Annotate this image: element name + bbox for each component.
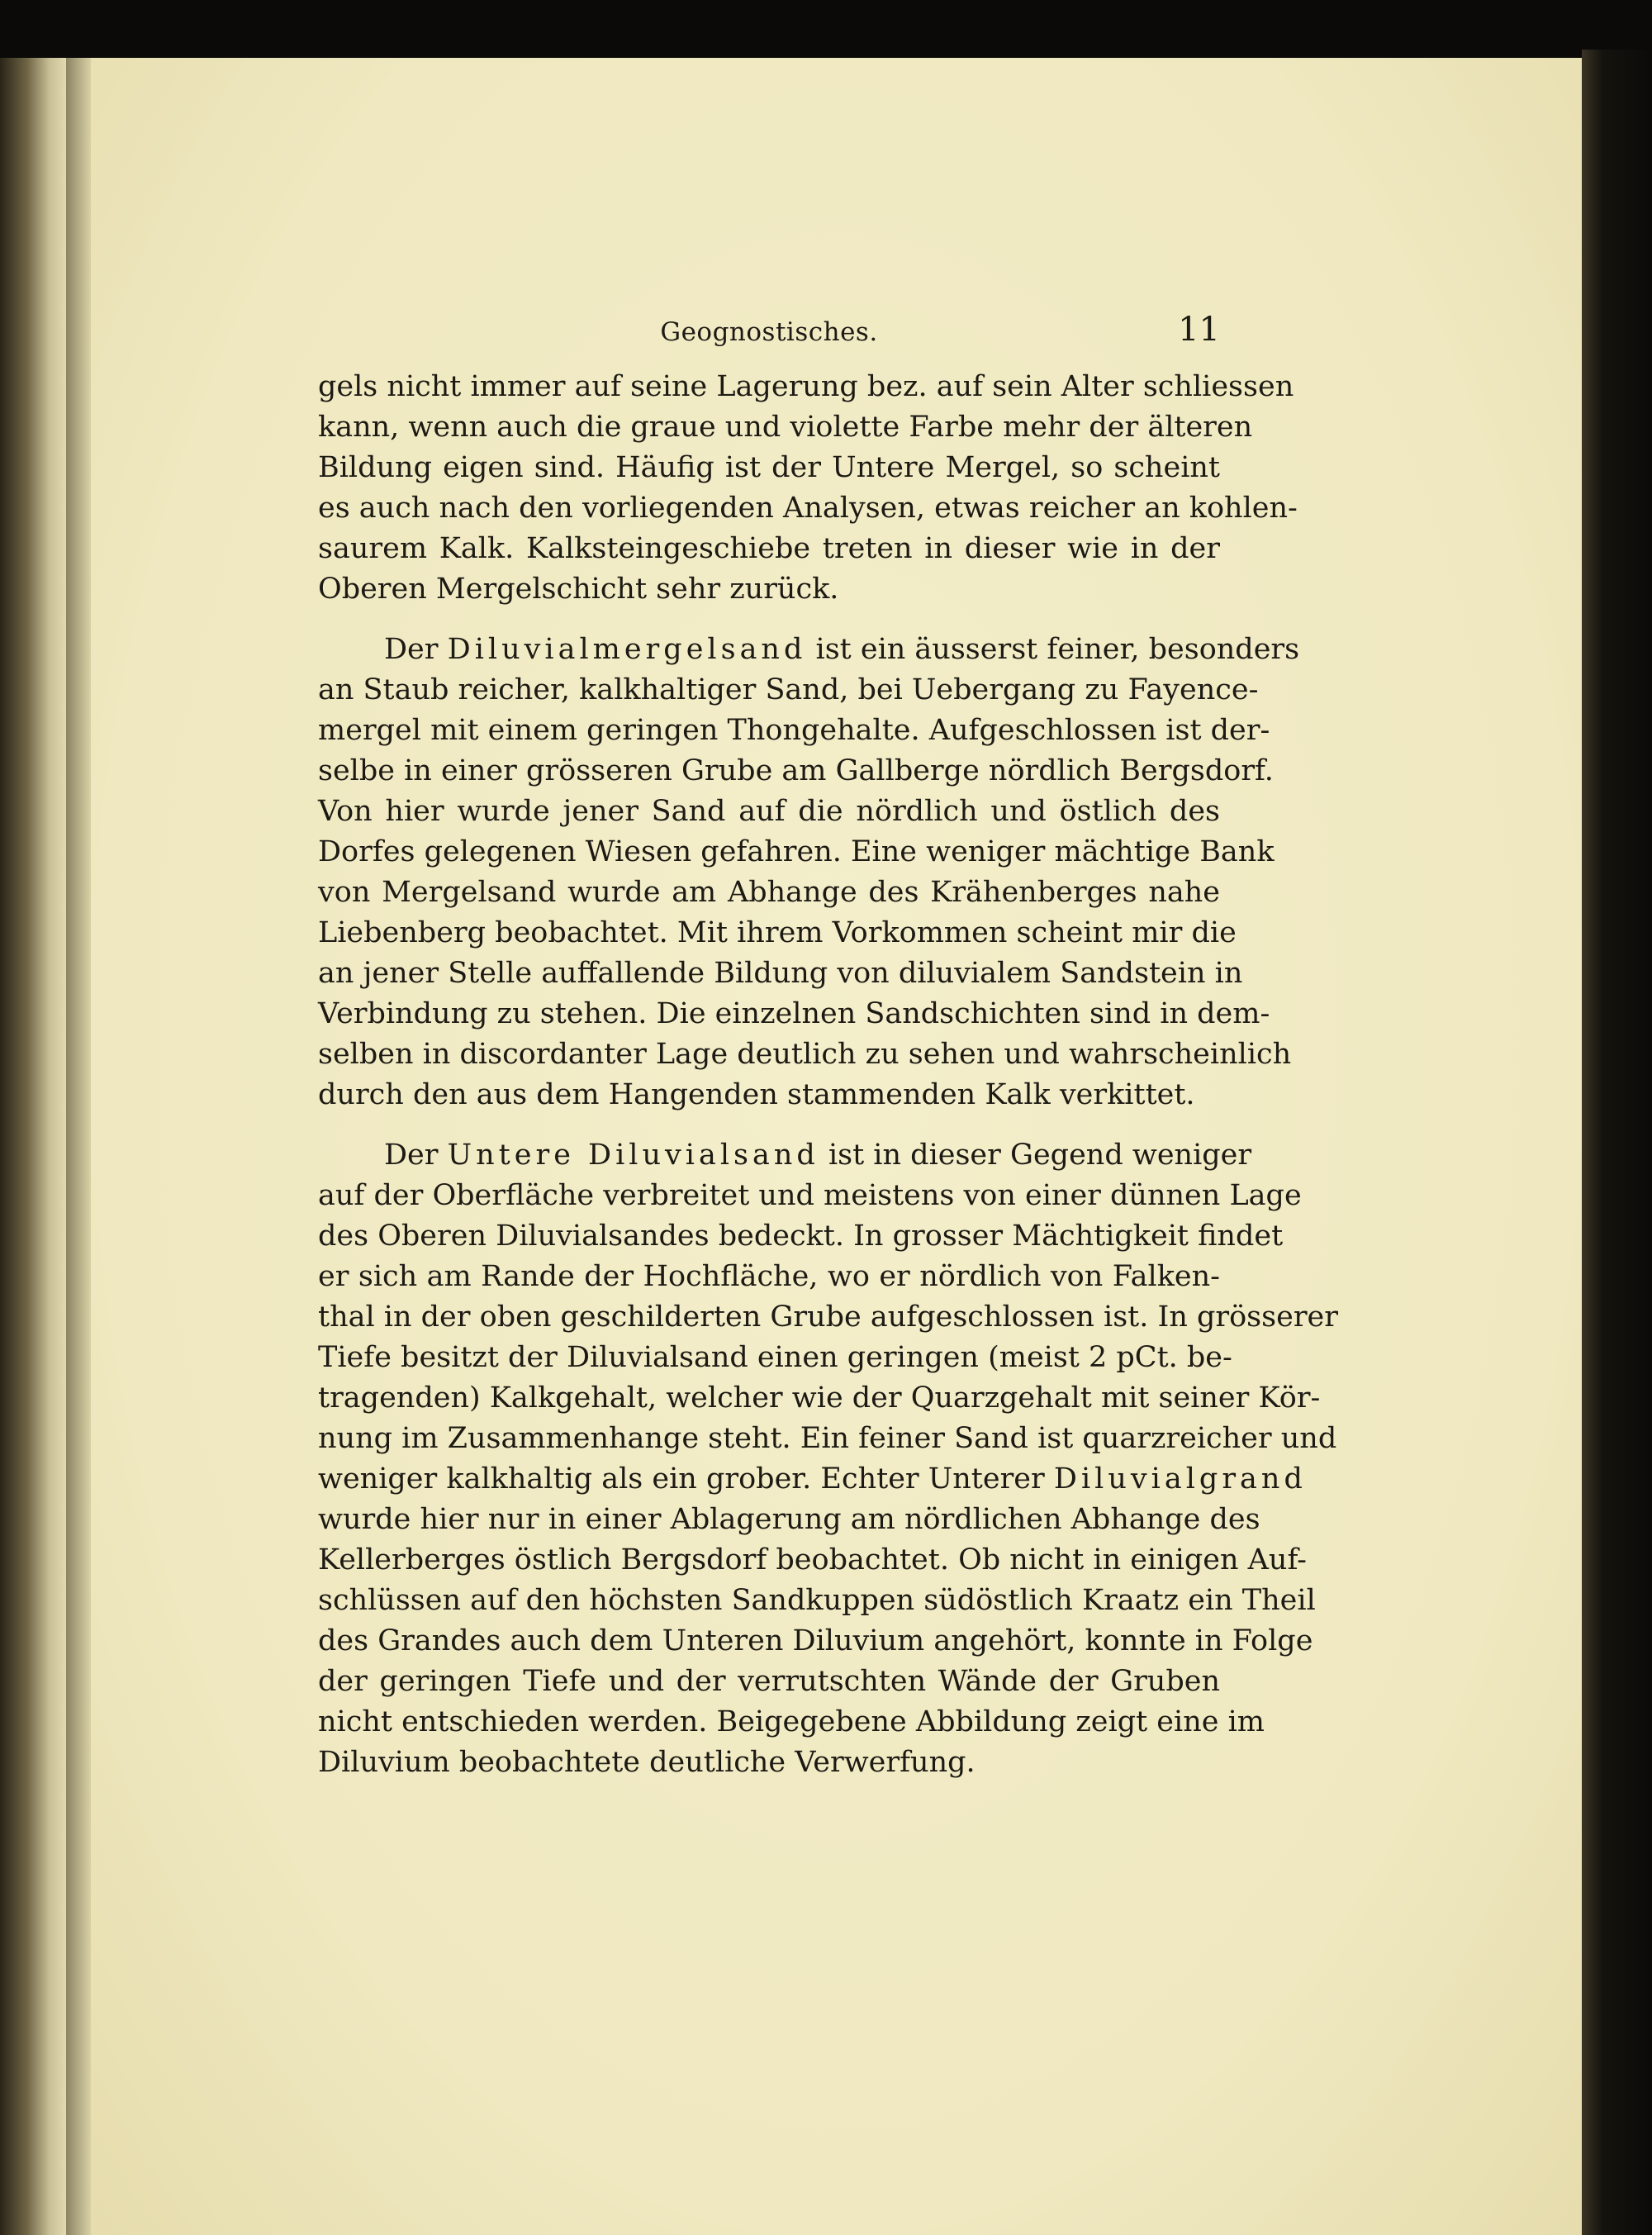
text-line: thal in der oben geschilderten Grube aufgeschlossen ist. In grösserer	[318, 1301, 1338, 1334]
running-title: Geognostisches.	[660, 317, 878, 347]
text-line: Liebenberg beobachtet. Mit ihrem Vorkommen scheint mir die	[318, 916, 1237, 949]
text-line: Von hier wurde jener Sand auf die nördlich und östlich des	[318, 795, 1220, 828]
text-line: Kellerberges östlich Bergsdorf beobachtet. Ob nicht in einigen Auf-	[318, 1543, 1308, 1576]
text-fragment: ist in dieser Gegend weniger	[819, 1139, 1252, 1172]
text-line	[318, 1135, 1252, 1176]
text-line: selbe in einer grösseren Grube am Gallberge nördlich Bergsdorf.	[318, 754, 1274, 787]
text-line: saurem Kalk. Kalksteingeschiebe treten in dieser wie in der	[318, 532, 1220, 565]
text-line: nicht entschieden werden. Beigegebene Abbildung zeigt eine im	[318, 1705, 1265, 1738]
text-line: schlüssen auf den höchsten Sandkuppen südöstlich Kraatz ein Theil	[318, 1584, 1316, 1617]
text-line: von Mergelsand wurde am Abhange des Krähenberges nahe	[318, 876, 1220, 909]
text-line: nung im Zusammenhange steht. Ein feiner Sand ist quarzreicher und	[318, 1422, 1337, 1455]
text-fragment: Der	[384, 633, 448, 666]
text-line: mergel mit einem geringen Thongehalte. Aufgeschlossen ist der-	[318, 714, 1270, 747]
text-line: Bildung eigen sind. Häufig ist der Untere Mergel, so scheint	[318, 451, 1220, 484]
text-fragment: ist ein äusserst feiner, besonders	[806, 633, 1300, 666]
text-line: des Grandes auch dem Unteren Diluvium angehört, konnte in Folge	[318, 1624, 1313, 1657]
text-line: kann, wenn auch die graue und violette Farbe mehr der älteren	[318, 411, 1253, 444]
paragraph-2	[318, 630, 1300, 1115]
text-line: Verbindung zu stehen. Die einzelnen Sandschichten sind in dem-	[318, 997, 1270, 1030]
text-line: Dorfes gelegenen Wiesen gefahren. Eine weniger mächtige Bank	[318, 835, 1275, 868]
text-line: Tiefe besitzt der Diluvialsand einen geringen (meist 2 pCt. be-	[318, 1341, 1232, 1374]
spaced-term: Diluvialgrand	[1053, 1462, 1307, 1496]
text-line: des Oberen Diluvialsandes bedeckt. In grosser Mächtigkeit findet	[318, 1220, 1284, 1253]
text-fragment: Der	[384, 1139, 448, 1172]
text-line: der geringen Tiefe und der verrutschten Wände der Gruben	[318, 1665, 1220, 1698]
text-block	[318, 311, 1338, 1783]
spaced-term: Diluvialmergelsand	[447, 633, 807, 666]
page-number: 11	[1178, 311, 1220, 349]
text-line: er sich am Rande der Hochfläche, wo er nördlich von Falken-	[318, 1260, 1220, 1293]
text-line: gels nicht immer auf seine Lagerung bez. auf sein Alter schliessen	[318, 370, 1294, 403]
text-line: an jener Stelle auffallende Bildung von diluvialem Sandstein in	[318, 957, 1243, 990]
text-fragment: weniger kalkhaltig als ein grober. Echter Unterer	[318, 1462, 1054, 1496]
text-line: es auch nach den vorliegenden Analysen, etwas reicher an kohlen-	[318, 492, 1298, 525]
text-line: Oberen Mergelschicht sehr zurück.	[318, 573, 839, 606]
previous-page-edge	[0, 58, 66, 2235]
book-cover-edge	[1582, 50, 1652, 2235]
text-line: selben in discordanter Lage deutlich zu sehen und wahrscheinlich	[318, 1038, 1292, 1071]
text-line: Diluvium beobachtete deutliche Verwerfung.	[318, 1746, 976, 1779]
text-line	[318, 630, 1300, 670]
text-line: tragenden) Kalkgehalt, welcher wie der Quarzgehalt mit seiner Kör-	[318, 1381, 1321, 1415]
paragraph-1	[318, 367, 1298, 610]
text-line	[318, 1459, 1307, 1500]
text-line: wurde hier nur in einer Ablagerung am nördlichen Abhange des	[318, 1503, 1260, 1536]
text-line: an Staub reicher, kalkhaltiger Sand, bei Uebergang zu Fayence-	[318, 673, 1259, 706]
running-header	[318, 311, 1220, 352]
spaced-term: Untere Diluvialsand	[447, 1139, 819, 1172]
text-line: auf der Oberfläche verbreitet und meistens von einer dünnen Lage	[318, 1179, 1302, 1212]
text-line: durch den aus dem Hangenden stammenden Kalk verkittet.	[318, 1078, 1195, 1111]
paragraph-3	[318, 1135, 1338, 1783]
